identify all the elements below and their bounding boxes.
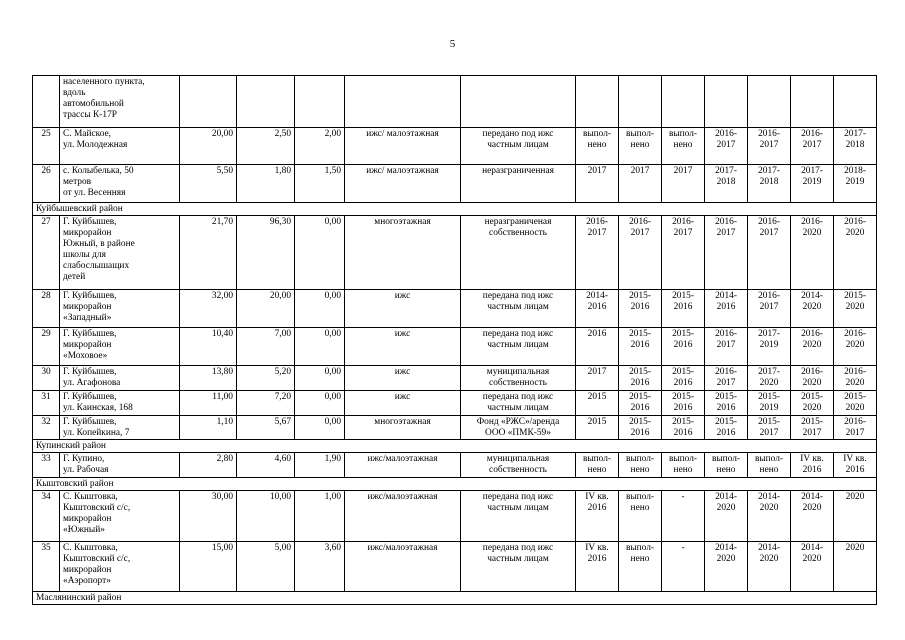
area-value-2 bbox=[237, 76, 295, 128]
ownership-status: муниципальная собственность bbox=[461, 366, 576, 391]
period-cell bbox=[576, 76, 619, 128]
area-value-1: 1,10 bbox=[180, 416, 237, 440]
period-cell: 2016- 2020 bbox=[791, 366, 834, 391]
period-cell: выпол- нено bbox=[619, 491, 662, 542]
row-number: 29 bbox=[33, 328, 60, 366]
row-number: 34 bbox=[33, 491, 60, 542]
ownership-status: передана под ижс частным лицам bbox=[461, 491, 576, 542]
period-cell: 2014- 2020 bbox=[748, 491, 791, 542]
development-type: ижс/малоэтажная bbox=[345, 542, 461, 592]
table-row bbox=[33, 290, 877, 328]
period-cell: 2016- 2017 bbox=[705, 128, 748, 165]
area-value-3: 1,90 bbox=[295, 453, 345, 478]
row-number: 35 bbox=[33, 542, 60, 592]
area-value-3 bbox=[295, 76, 345, 128]
row-number: 30 bbox=[33, 366, 60, 391]
row-number: 31 bbox=[33, 391, 60, 416]
period-cell bbox=[791, 76, 834, 128]
area-value-1: 32,00 bbox=[180, 290, 237, 328]
period-cell: 2014- 2020 bbox=[791, 491, 834, 542]
table-row bbox=[33, 542, 877, 592]
area-value-2: 96,30 bbox=[237, 216, 295, 290]
area-value-2: 7,20 bbox=[237, 391, 295, 416]
period-cell: 2015- 2016 bbox=[662, 290, 705, 328]
period-cell bbox=[662, 76, 705, 128]
row-number: 25 bbox=[33, 128, 60, 165]
area-value-1: 30,00 bbox=[180, 491, 237, 542]
area-value-3: 0,00 bbox=[295, 290, 345, 328]
area-value-3: 3,60 bbox=[295, 542, 345, 592]
period-cell: IV кв. 2016 bbox=[834, 453, 877, 478]
period-cell: - bbox=[662, 542, 705, 592]
area-value-3: 0,00 bbox=[295, 416, 345, 440]
period-cell: 2014- 2016 bbox=[576, 290, 619, 328]
period-cell: 2015- 2020 bbox=[834, 391, 877, 416]
period-cell: 2015- 2016 bbox=[662, 328, 705, 366]
area-value-2: 10,00 bbox=[237, 491, 295, 542]
period-cell: 2015- 2017 bbox=[748, 416, 791, 440]
row-number bbox=[33, 76, 60, 128]
period-cell: 2017- 2018 bbox=[705, 165, 748, 203]
period-cell: 2016- 2020 bbox=[834, 366, 877, 391]
region-label: Куйбышевский район bbox=[33, 203, 877, 216]
ownership-status: передана под ижс частным лицам bbox=[461, 290, 576, 328]
area-value-3: 0,00 bbox=[295, 216, 345, 290]
ownership-status: передана под ижс частным лицам bbox=[461, 391, 576, 416]
location-name: Г. Куйбышев, микрорайон Южный, в районе школы для слабослышащих детей bbox=[60, 216, 180, 290]
period-cell: IV кв. 2016 bbox=[576, 542, 619, 592]
area-value-1: 11,00 bbox=[180, 391, 237, 416]
region-row bbox=[33, 203, 877, 216]
period-cell: 2020 bbox=[834, 542, 877, 592]
period-cell: 2014- 2020 bbox=[705, 491, 748, 542]
page-number: 5 bbox=[449, 38, 456, 50]
area-value-1: 10,40 bbox=[180, 328, 237, 366]
period-cell: 2014- 2020 bbox=[705, 542, 748, 592]
period-cell: 2016- 2017 bbox=[748, 216, 791, 290]
period-cell: выпол- нено bbox=[619, 453, 662, 478]
period-cell: 2015- 2020 bbox=[834, 290, 877, 328]
location-name: с. Колыбелька, 50 метров от ул. Весенняя bbox=[60, 165, 180, 203]
period-cell: 2017- 2018 bbox=[748, 165, 791, 203]
location-name: С. Кыштовка, Кыштовский с/с, микрорайон «Южный» bbox=[60, 491, 180, 542]
location-name: населенного пункта, вдоль автомобильной трассы К-17Р bbox=[60, 76, 180, 128]
area-value-1: 13,80 bbox=[180, 366, 237, 391]
period-cell: 2015- 2016 bbox=[705, 391, 748, 416]
period-cell: 2017 bbox=[619, 165, 662, 203]
area-value-3: 1,00 bbox=[295, 491, 345, 542]
development-type: многоэтажная bbox=[345, 416, 461, 440]
development-type: ижс bbox=[345, 328, 461, 366]
area-value-1: 2,80 bbox=[180, 453, 237, 478]
development-type: ижс bbox=[345, 290, 461, 328]
area-value-1: 15,00 bbox=[180, 542, 237, 592]
table-row bbox=[33, 366, 877, 391]
period-cell: - bbox=[662, 491, 705, 542]
period-cell: 2016- 2017 bbox=[705, 328, 748, 366]
period-cell: выпол- нено bbox=[662, 128, 705, 165]
development-type: ижс/ малоэтажная bbox=[345, 165, 461, 203]
period-cell: 2015 bbox=[576, 416, 619, 440]
period-cell: 2015- 2016 bbox=[662, 366, 705, 391]
ownership-status: Фонд «РЖС»/аренда ООО «ПМК-59» bbox=[461, 416, 576, 440]
area-value-3: 2,00 bbox=[295, 128, 345, 165]
table-row bbox=[33, 491, 877, 542]
period-cell: 2015- 2016 bbox=[619, 366, 662, 391]
period-cell: 2016- 2017 bbox=[705, 216, 748, 290]
period-cell: 2015- 2016 bbox=[705, 416, 748, 440]
area-value-1 bbox=[180, 76, 237, 128]
area-value-1: 5,50 bbox=[180, 165, 237, 203]
period-cell: 2016- 2017 bbox=[576, 216, 619, 290]
region-row bbox=[33, 592, 877, 605]
development-type: ижс bbox=[345, 366, 461, 391]
period-cell: 2017- 2018 bbox=[834, 128, 877, 165]
ownership-status bbox=[461, 76, 576, 128]
period-cell: 2015- 2017 bbox=[791, 416, 834, 440]
row-number: 27 bbox=[33, 216, 60, 290]
location-name: Г. Куйбышев, микрорайон «Западный» bbox=[60, 290, 180, 328]
period-cell: 2015- 2019 bbox=[748, 391, 791, 416]
region-label: Купинский район bbox=[33, 440, 877, 453]
region-row bbox=[33, 478, 877, 491]
period-cell bbox=[748, 76, 791, 128]
period-cell: 2014- 2020 bbox=[748, 542, 791, 592]
period-cell: выпол- нено bbox=[662, 453, 705, 478]
period-cell: 2016- 2017 bbox=[834, 416, 877, 440]
period-cell: 2016- 2017 bbox=[619, 216, 662, 290]
ownership-status: передана под ижс частным лицам bbox=[461, 328, 576, 366]
table-row bbox=[33, 216, 877, 290]
area-value-2: 2,50 bbox=[237, 128, 295, 165]
period-cell: 2015- 2016 bbox=[619, 416, 662, 440]
period-cell: 2017- 2020 bbox=[748, 366, 791, 391]
period-cell: выпол- нено bbox=[576, 453, 619, 478]
period-cell: 2016- 2017 bbox=[748, 290, 791, 328]
region-row bbox=[33, 440, 877, 453]
development-type: ижс bbox=[345, 391, 461, 416]
period-cell: 2016- 2017 bbox=[662, 216, 705, 290]
area-value-1: 20,00 bbox=[180, 128, 237, 165]
period-cell: 2016- 2017 bbox=[791, 128, 834, 165]
location-name: С. Кыштовка, Кыштовский с/с, микрорайон «Аэропорт» bbox=[60, 542, 180, 592]
period-cell: 2017 bbox=[662, 165, 705, 203]
period-cell: 2014- 2016 bbox=[705, 290, 748, 328]
period-cell: 2017 bbox=[576, 165, 619, 203]
location-name: Г. Куйбышев, ул. Каинская, 168 bbox=[60, 391, 180, 416]
period-cell: 2017- 2019 bbox=[791, 165, 834, 203]
ownership-status: неразграниченная bbox=[461, 165, 576, 203]
period-cell: 2014- 2020 bbox=[791, 542, 834, 592]
period-cell: 2015- 2016 bbox=[619, 391, 662, 416]
ownership-status: передана под ижс частным лицам bbox=[461, 542, 576, 592]
period-cell: 2016- 2017 bbox=[748, 128, 791, 165]
period-cell: выпол- нено bbox=[576, 128, 619, 165]
period-cell: 2015- 2016 bbox=[662, 416, 705, 440]
period-cell bbox=[619, 76, 662, 128]
period-cell: 2016 bbox=[576, 328, 619, 366]
period-cell: 2016- 2020 bbox=[791, 328, 834, 366]
development-type: ижс/ малоэтажная bbox=[345, 128, 461, 165]
region-label: Маслянинский район bbox=[33, 592, 877, 605]
period-cell: 2015 bbox=[576, 391, 619, 416]
area-value-2: 5,67 bbox=[237, 416, 295, 440]
development-type bbox=[345, 76, 461, 128]
region-label: Кыштовский район bbox=[33, 478, 877, 491]
period-cell: 2016- 2020 bbox=[791, 216, 834, 290]
area-value-2: 1,80 bbox=[237, 165, 295, 203]
period-cell: выпол- нено bbox=[748, 453, 791, 478]
area-value-3: 0,00 bbox=[295, 328, 345, 366]
table-row bbox=[33, 453, 877, 478]
area-value-3: 1,50 bbox=[295, 165, 345, 203]
ownership-status: передано под ижс частным лицам bbox=[461, 128, 576, 165]
period-cell: 2016- 2017 bbox=[705, 366, 748, 391]
row-number: 32 bbox=[33, 416, 60, 440]
table-row bbox=[33, 128, 877, 165]
period-cell: 2015- 2016 bbox=[619, 328, 662, 366]
area-value-1: 21,70 bbox=[180, 216, 237, 290]
table-row bbox=[33, 391, 877, 416]
area-value-2: 4,60 bbox=[237, 453, 295, 478]
period-cell: выпол- нено bbox=[619, 542, 662, 592]
table-row bbox=[33, 416, 877, 440]
period-cell: 2017- 2019 bbox=[748, 328, 791, 366]
development-type: ижс/малоэтажная bbox=[345, 491, 461, 542]
area-value-3: 0,00 bbox=[295, 366, 345, 391]
period-cell: 2016- 2020 bbox=[834, 328, 877, 366]
row-number: 26 bbox=[33, 165, 60, 203]
area-value-2: 5,00 bbox=[237, 542, 295, 592]
location-name: Г. Куйбышев, микрорайон «Моховое» bbox=[60, 328, 180, 366]
period-cell: 2018- 2019 bbox=[834, 165, 877, 203]
location-name: Г. Куйбышев, ул. Агафонова bbox=[60, 366, 180, 391]
period-cell: 2015- 2016 bbox=[662, 391, 705, 416]
ownership-status: муниципальная собственность bbox=[461, 453, 576, 478]
table-row bbox=[33, 76, 877, 128]
period-cell: 2014- 2020 bbox=[791, 290, 834, 328]
period-cell: 2016- 2020 bbox=[834, 216, 877, 290]
development-type: ижс/малоэтажная bbox=[345, 453, 461, 478]
period-cell: 2017 bbox=[576, 366, 619, 391]
period-cell: 2015- 2020 bbox=[791, 391, 834, 416]
development-type: многоэтажная bbox=[345, 216, 461, 290]
table-row bbox=[33, 165, 877, 203]
period-cell: 2015- 2016 bbox=[619, 290, 662, 328]
period-cell: выпол- нено bbox=[619, 128, 662, 165]
area-value-2: 5,20 bbox=[237, 366, 295, 391]
area-value-2: 7,00 bbox=[237, 328, 295, 366]
period-cell: IV кв. 2016 bbox=[576, 491, 619, 542]
land-plots-table bbox=[32, 75, 877, 605]
period-cell bbox=[834, 76, 877, 128]
row-number: 33 bbox=[33, 453, 60, 478]
period-cell bbox=[705, 76, 748, 128]
area-value-3: 0,00 bbox=[295, 391, 345, 416]
location-name: С. Майское, ул. Молодежная bbox=[60, 128, 180, 165]
area-value-2: 20,00 bbox=[237, 290, 295, 328]
ownership-status: неразграниченая собственность bbox=[461, 216, 576, 290]
table-row bbox=[33, 328, 877, 366]
period-cell: выпол- нено bbox=[705, 453, 748, 478]
location-name: Г. Куйбышев, ул. Копейкина, 7 bbox=[60, 416, 180, 440]
row-number: 28 bbox=[33, 290, 60, 328]
location-name: Г. Купино, ул. Рабочая bbox=[60, 453, 180, 478]
period-cell: 2020 bbox=[834, 491, 877, 542]
period-cell: IV кв. 2016 bbox=[791, 453, 834, 478]
